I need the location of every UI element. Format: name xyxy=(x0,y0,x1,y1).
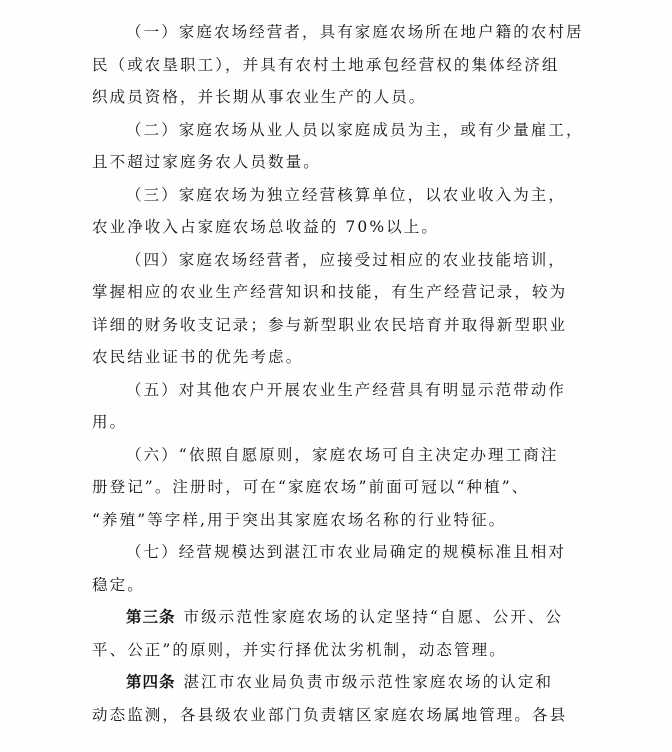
article-3 xyxy=(92,601,592,666)
article-3-title: 第三条 xyxy=(126,608,176,626)
text-line: “养殖”等字样,用于突出其家庭农场名称的行业特征。 xyxy=(92,510,507,529)
text-line: 织成员资格，并长期从事农业生产的人员。 xyxy=(92,88,427,106)
text-line: 民（或农垦职工），并具有农村土地承包经营权的集体经济组 xyxy=(92,55,560,74)
text-line: （三）家庭农场为独立经营核算单位，以农业收入为主， xyxy=(126,185,567,204)
text-line: 详细的财务收支记录；参与新型职业农民培育并取得新型职业 xyxy=(92,315,568,334)
clause-3 xyxy=(92,179,592,244)
article-4-title: 第四条 xyxy=(126,673,176,691)
text-line: （五）对其他农户开展农业生产经营具有明显示范带动作 xyxy=(126,380,567,399)
article-4 xyxy=(92,666,592,731)
text-line: 且不超过家庭务农人员数量。 xyxy=(92,153,321,171)
text-line: 册登记”。注册时，可在“家庭农场”前面可冠以“种植”、 xyxy=(92,478,530,496)
text-line: （一）家庭农场经营者，具有家庭农场所在地户籍的农村居 xyxy=(126,23,584,41)
text-line: 农民结业证书的优先考虑。 xyxy=(92,348,304,366)
text-line: 用。 xyxy=(92,413,128,431)
text-line: 掌握相应的农业生产经营知识和技能，有生产经营记录，较为 xyxy=(92,283,568,301)
text-line: （六）“依照自愿原则，家庭农场可自主决定办理工商注 xyxy=(126,445,559,464)
clause-5 xyxy=(92,374,592,439)
document-body xyxy=(92,16,592,731)
clause-2 xyxy=(92,114,592,179)
clause-4 xyxy=(92,244,592,374)
text-line: 平、公正”的原则，并实行择优汰劣机制，动态管理。 xyxy=(92,640,507,659)
text-line: （二）家庭农场从业人员以家庭成员为主，或有少量雇工， xyxy=(126,120,584,139)
article-4-text: 湛江市农业局负责市级示范性家庭农场的认定和 xyxy=(183,673,554,691)
text-line xyxy=(92,666,592,699)
text-line: （四）家庭农场经营者，应接受过相应的农业技能培训， xyxy=(126,250,567,269)
text-line: 动态监测，各县级农业部门负责辖区家庭农场属地管理。各县 xyxy=(92,705,568,724)
text-line: 稳定。 xyxy=(92,575,145,594)
clause-1 xyxy=(92,16,592,114)
clause-6 xyxy=(92,439,592,537)
text-line xyxy=(92,601,592,634)
article-3-text: 市级示范性家庭农场的认定坚持“自愿、公开、公 xyxy=(183,608,564,626)
clause-7 xyxy=(92,536,592,601)
text-line: （七）经营规模达到湛江市农业局确定的规模标准且相对 xyxy=(126,543,567,561)
text-line: 农业净收入占家庭农场总收益的 70%以上。 xyxy=(92,218,439,236)
